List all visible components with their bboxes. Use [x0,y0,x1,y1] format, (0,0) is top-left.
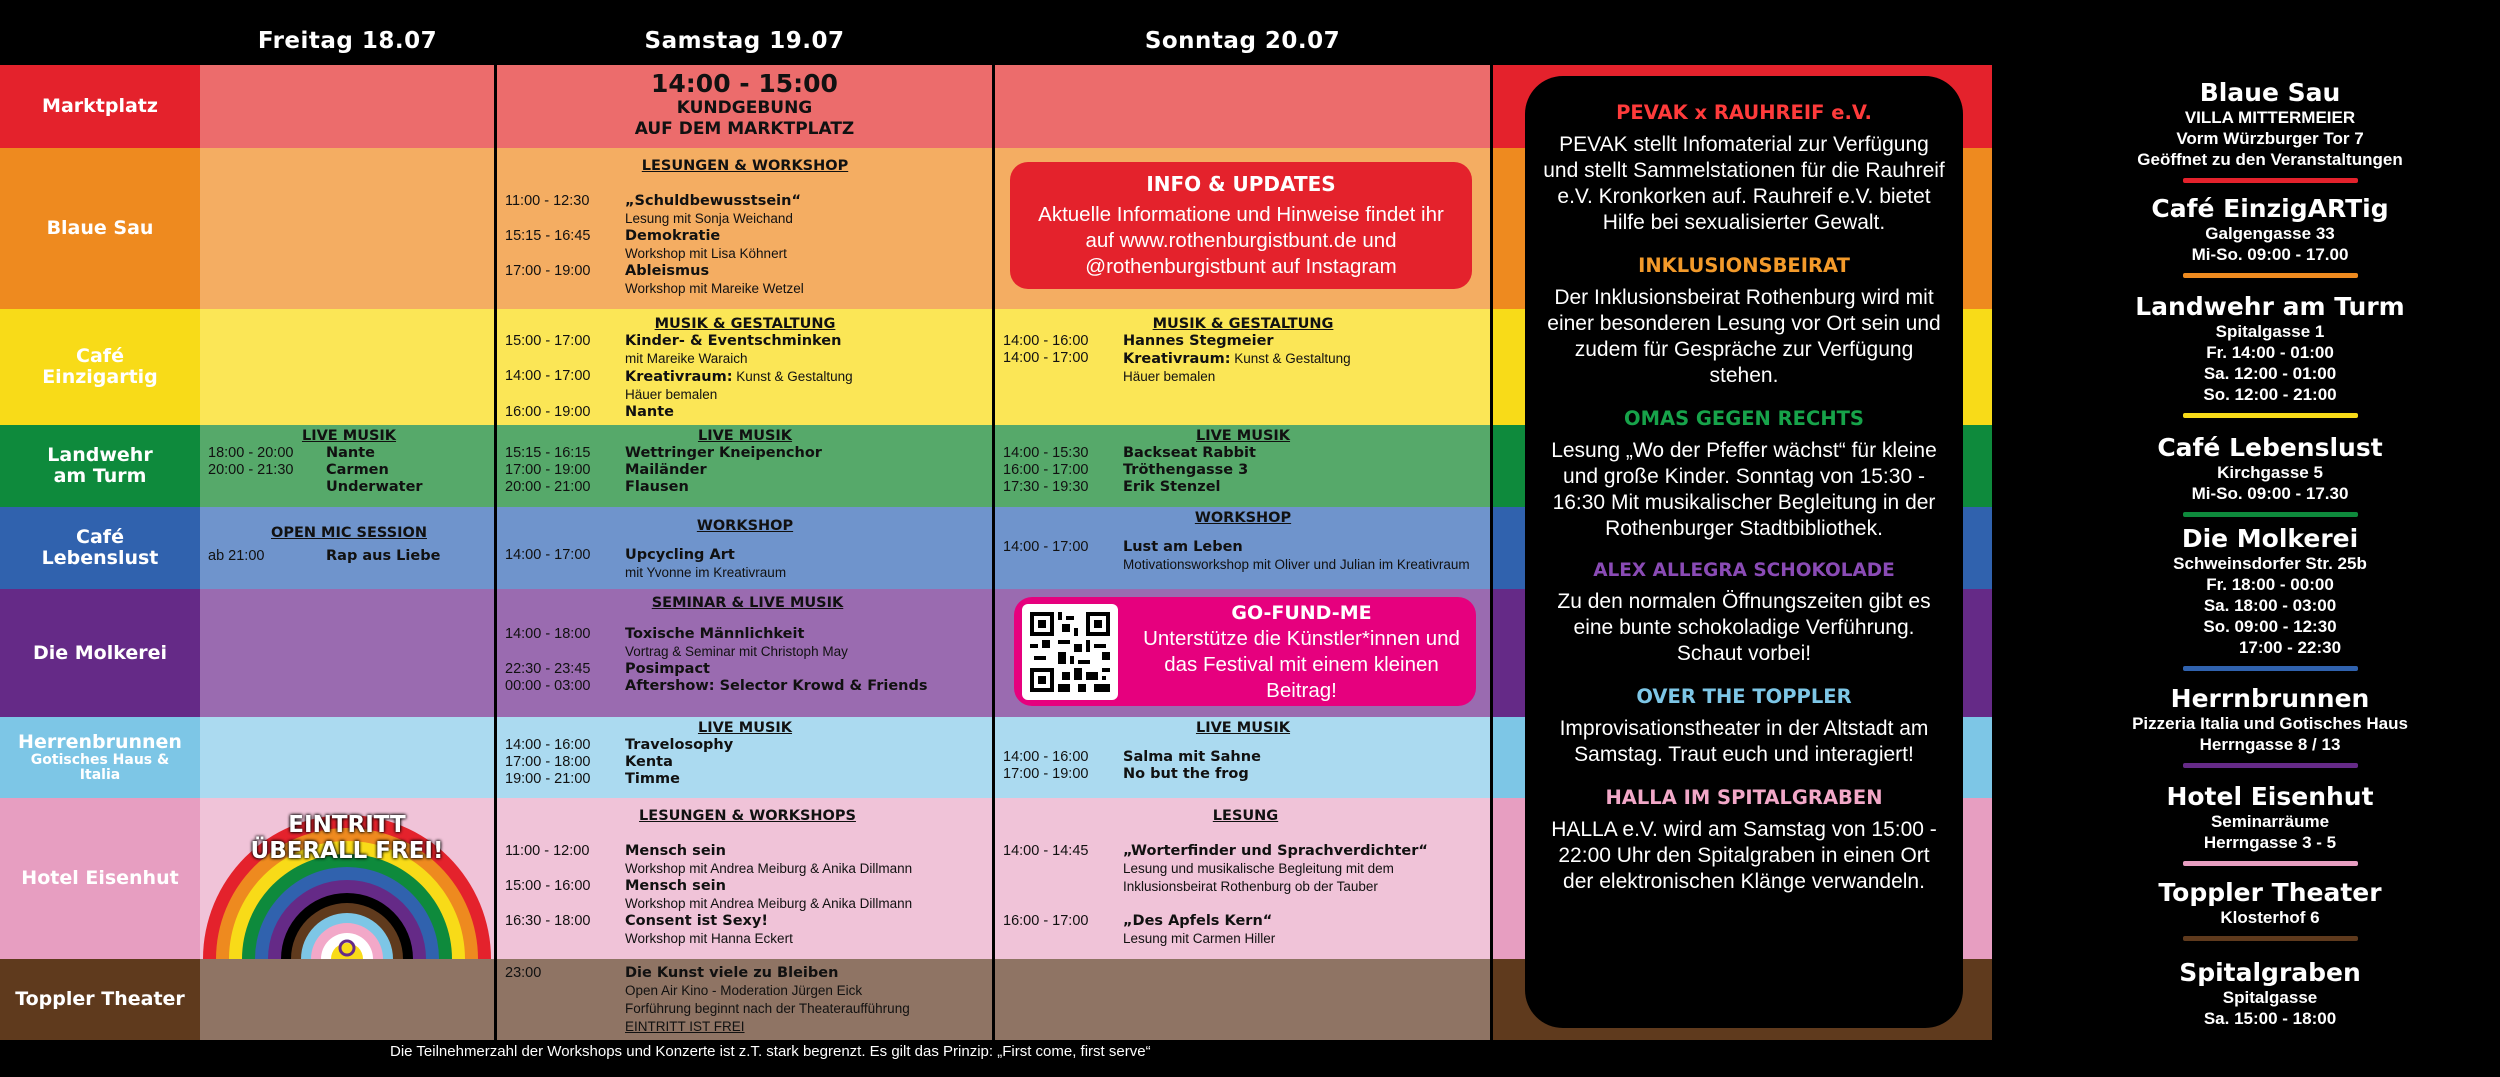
event-time: 11:00 - 12:30 [505,193,590,209]
section-title: WORKSHOP [1194,510,1292,526]
event-time: 16:30 - 18:00 [505,913,591,929]
eintritt-line2: ÜBERALL FREI! [250,838,444,864]
venue-color-bar [2183,273,2358,278]
location-toppler: Toppler Theater [15,988,185,1011]
info-title: INFO & UPDATES [1146,172,1336,196]
event-time: 15:15 - 16:15 [505,445,591,461]
event-name: Kreativraum: [1123,351,1231,367]
event-detail: Workshop mit Mareike Wetzel [625,281,804,296]
day-header-friday: Freitag 18.07 [257,28,438,54]
day-header-saturday: Samstag 19.07 [644,28,845,54]
info-text: Aktuelle Informatione und Hinweise findet ihr auf www.rothenburgistbunt.de und @rothenburgistbunt auf Instagram [1038,203,1444,278]
venue-line: Galgengasse 33 [2205,224,2335,243]
eisenhut-saturday [505,808,990,948]
panel-heading: OVER THE TOPPLER [1636,685,1852,708]
panel-heading: INKLUSIONSBEIRAT [1638,254,1850,277]
event-name: Kenta [625,754,673,770]
venue-line: Geöffnet zu den Veranstaltungen [2137,150,2403,169]
event-name: Kreativraum: [625,369,733,385]
event-time: 17:00 - 19:00 [1003,766,1089,782]
venue-line: Schweinsdorfer Str. 25b [2173,554,2367,573]
venue-color-bar [2183,763,2358,768]
event-name: Rap aus Liebe [326,548,441,564]
landwehr-sunday [1003,428,1483,496]
location-cafe-einzigartig: Café Einzigartig [42,345,158,388]
event-name: Underwater [326,479,423,495]
event-name: Mensch sein [625,878,726,894]
section-title: LIVE MUSIK [697,720,793,736]
event-time: 20:00 - 21:00 [505,479,591,495]
event-name: „Schuldbewusstsein“ [625,193,801,209]
venue-name: Café EinzigARTig [2151,194,2389,223]
venue-line: Spitalgasse 1 [2215,322,2325,341]
location-eisenhut: Hotel Eisenhut [21,867,179,890]
venue-name: Die Molkerei [2181,524,2359,553]
event-name: Consent ist Sexy! [625,913,768,929]
section-title: LESUNGEN & WORKSHOPS [639,808,856,824]
event-detail: Häuer bemalen [1123,369,1216,384]
event-name: Flausen [625,479,689,495]
event-detail: Workshop mit Lisa Köhnert [625,246,787,261]
section-title: LIVE MUSIK [1195,428,1291,444]
section-title: LIVE MUSIK [697,428,793,444]
venue-name: Landwehr am Turm [2135,292,2405,321]
event-time: ab 21:00 [208,548,265,564]
venue-line: Seminarräume [2210,812,2330,831]
gofundme-box [1014,597,1476,706]
event-time: 17:00 - 18:00 [505,754,591,770]
marktplatz-event [497,70,992,140]
venue-line: Fr. 14:00 - 01:00 [2206,343,2334,362]
event-name: Erik Stenzel [1123,479,1221,495]
event-name: Nante [625,404,675,420]
venue-color-bar [2183,413,2358,418]
info-panel [1525,76,1963,1028]
qr-code-icon[interactable] [1022,604,1118,700]
section-title: LESUNGEN & WORKSHOP [641,158,849,174]
event-time: 14:00 - 17:00 [505,368,591,384]
event-name: Tröthengasse 3 [1123,462,1249,478]
event-detail: Workshop mit Hanna Eckert [625,931,793,946]
blaue-sau-saturday [505,158,985,298]
event-name: Upcycling Art [625,547,735,563]
event-time: 14:00 - 16:00 [1003,333,1089,349]
location-blaue-sau: Blaue Sau [46,217,154,240]
event-time: 17:00 - 19:00 [505,462,591,478]
panel-heading: PEVAK x RAUHREIF e.V. [1616,101,1872,124]
event-time: 16:00 - 19:00 [505,404,591,420]
event-time: 23:00 [505,965,542,981]
event-detail: mit Mareike Waraich [625,351,748,366]
event-detail: Lesung mit Carmen Hiller [1123,931,1276,946]
event-name: Posimpact [625,661,710,677]
event-name: Carmen [326,462,389,478]
separator [992,65,995,1040]
event-name: Salma mit Sahne [1123,749,1261,765]
event-extra: Kunst & Gestaltung [1230,351,1351,366]
event-name: Hannes Stegmeier [1123,333,1274,349]
event-time: 17:00 - 19:00 [505,263,591,279]
event-detail: Motivationsworkshop mit Oliver und Julian im Kreativraum [1123,557,1470,572]
venue-name: Toppler Theater [2158,878,2382,907]
event-time: 16:00 - 17:00 [1003,913,1089,929]
event-detail: EINTRITT IST FREI [625,1019,745,1034]
event-name: Travelosophy [625,737,734,753]
event-name: „Des Apfels Kern“ [1123,913,1273,929]
venue-line: So. 12:00 - 21:00 [2203,385,2337,404]
location-molkerei: Die Molkerei [32,641,168,664]
venue-line: Sa. 12:00 - 01:00 [2203,364,2337,383]
herrenbrunnen-sunday [1003,720,1483,783]
event-detail: Häuer bemalen [625,387,718,402]
cafe-sunday [1003,316,1483,386]
event-name: Lust am Leben [1123,539,1243,555]
event-name: Wettringer Kneipenchor [625,445,822,461]
lebenslust-saturday [505,518,985,582]
venue-cafe-einzigartig [2060,194,2480,278]
event-name: Die Kunst viele zu Bleiben [625,965,839,981]
location-marktplatz: Marktplatz [42,95,158,118]
eisenhut-sunday [1003,808,1488,948]
footer-note: Die Teilnehmerzahl der Workshops und Konzerte ist z.T. stark begrenzt. Es gilt das Prinzip: „First come, first serve“ [390,1043,1151,1060]
venue-line: Fr. 18:00 - 00:00 [2206,575,2334,594]
cafe-saturday [505,316,985,421]
event-time: 14:00 - 14:45 [1003,843,1089,859]
event-time: 14:00 - 15:30 [1003,445,1089,461]
panel-text: HALLA e.V. wird am Samstag von 15:00 - 22:00 Uhr den Spitalgraben in einen Ort der elektronischen Klänge verwandeln. [1551,818,1937,893]
location-herrenbrunnen-name: Herrenbrunnen [18,730,182,753]
location-landwehr: Landwehr am Turm [47,444,153,487]
venue-line: Herrngasse 3 - 5 [2203,833,2337,852]
event-detail: Workshop mit Andrea Meiburg & Anika Dillmann [625,896,913,911]
info-updates-box [1010,162,1472,289]
event-time: 14:00 - 18:00 [505,626,591,642]
section-title: OPEN MIC SESSION [271,525,427,541]
venue-color-bar [2183,512,2358,517]
venue-line: Sa. 18:00 - 03:00 [2203,596,2337,615]
toppler-saturday [505,965,990,1036]
event-time: 14:00 - 17:00 [1003,350,1089,366]
venue-landwehr [2060,292,2480,418]
venue-line: 17:00 - 22:30 [2238,638,2342,657]
marktplatz-time: 14:00 - 15:00 [651,69,838,98]
event-detail: Forführung beginnt nach der Theateraufführung [625,1001,910,1016]
event-name: Aftershow: Selector Krowd & Friends [625,678,928,694]
event-detail: Workshop mit Andrea Meiburg & Anika Dillmann [625,861,913,876]
venue-name: Hotel Eisenhut [2166,782,2374,811]
marktplatz-line2: AUF DEM MARKTPLATZ [634,119,855,139]
event-time: 22:30 - 23:45 [505,661,591,677]
event-time: 11:00 - 12:00 [505,843,590,859]
venue-line: Spitalgasse [2222,988,2318,1007]
lebenslust-sunday [1003,510,1483,574]
gofundme-text: Unterstütze die Künstler*innen und das Festival mit einem kleinen Beitrag! [1143,627,1460,702]
event-time: 14:00 - 16:00 [505,737,591,753]
venue-line: Kirchgasse 5 [2217,463,2323,482]
section-title: LIVE MUSIK [301,428,397,444]
event-name: Timme [625,771,680,787]
event-time [208,479,326,496]
venue-molkerei [2060,524,2480,671]
location-lebenslust: Café Lebenslust [41,526,159,569]
venue-line: Klosterhof 6 [2220,908,2320,927]
event-name: No but the frog [1123,766,1249,782]
event-detail: Lesung mit Sonja Weichand [625,211,793,226]
panel-text: Zu den normalen Öffnungszeiten gibt es eine bunte schokoladige Verführung. Schaut vorbei! [1557,590,1931,665]
event-time: 17:30 - 19:30 [1003,479,1089,495]
event-time: 16:00 - 17:00 [1003,462,1089,478]
landwehr-saturday [505,428,985,496]
gofundme-title: GO-FUND-ME [1231,602,1372,624]
separator [1490,65,1493,1040]
event-name: Demokratie [625,228,721,244]
event-time: 14:00 - 17:00 [1003,539,1089,555]
venue-line: Vorm Würzburger Tor 7 [2176,129,2364,148]
event-time: 20:00 - 21:30 [208,462,294,478]
venue-line: Pizzeria Italia und Gotisches Haus [2132,714,2408,733]
panel-text: Lesung „Wo der Pfeffer wächst“ für kleine und große Kinder. Sonntag von 15:30 - 16:30 Mit musikalischer Begleitung in der Rothenburger Stadtbibliothek. [1551,439,1937,540]
location-herrenbrunnen-sub: Gotisches Haus & Italia [30,751,170,783]
event-time: 15:15 - 16:45 [505,228,591,244]
venue-name: Spitalgraben [2179,958,2361,987]
event-name: Mensch sein [625,843,726,859]
venue-color-bar [2183,936,2358,941]
venue-blaue-sau [2060,78,2480,183]
lebenslust-friday [208,525,490,565]
venue-color-bar [2183,178,2358,183]
event-name: Kinder- & Eventschminken [625,333,842,349]
event-name: „Worterfinder und Sprachverdichter“ [1123,843,1428,859]
day-header-sunday: Sonntag 20.07 [1144,28,1341,54]
panel-heading: HALLA IM SPITALGRABEN [1605,786,1883,809]
venue-toppler [2060,878,2480,941]
marktplatz-line1: KUNDGEBUNG [676,98,813,118]
venue-spitalgraben [2060,958,2480,1029]
panel-heading: ALEX ALLEGRA SCHOKOLADE [1593,560,1895,581]
section-title: WORKSHOP [696,518,794,534]
event-name: Mailänder [625,462,707,478]
panel-text: Improvisationstheater in der Altstadt am Samstag. Traut euch und interagiert! [1559,717,1929,766]
landwehr-friday [208,428,490,496]
panel-heading: OMAS GEGEN RECHTS [1624,407,1864,430]
panel-text: Der Inklusionsbeirat Rothenburg wird mit einer besonderen Lesung vor Ort sein und zudem für Gespräche zur Verfügung stehen. [1547,286,1941,387]
eintritt-line1: EINTRITT [288,812,406,838]
venue-line: Sa. 15:00 - 18:00 [2203,1009,2337,1028]
venue-line: Mi-So. 09:00 - 17.30 [2191,484,2349,503]
event-name: Toxische Männlichkeit [625,626,805,642]
event-name: Nante [326,445,376,461]
section-title: MUSIK & GESTALTUNG [654,316,836,332]
event-time: 15:00 - 16:00 [505,878,591,894]
section-title: LESUNG [1212,808,1279,824]
section-title: SEMINAR & LIVE MUSIK [651,595,844,611]
venue-name: Café Lebenslust [2157,433,2383,462]
event-time: 19:00 - 21:00 [505,771,591,787]
venue-line: Herrngasse 8 / 13 [2199,735,2341,754]
venue-line: VILLA MITTERMEIER [2184,108,2356,127]
separator [494,65,497,1040]
event-time: 18:00 - 20:00 [208,445,294,461]
event-detail: Vortrag & Seminar mit Christoph May [625,644,848,659]
herrenbrunnen-saturday [505,720,985,788]
venue-name: Blaue Sau [2199,78,2341,107]
section-title: MUSIK & GESTALTUNG [1152,316,1334,332]
event-time: 00:00 - 03:00 [505,678,591,694]
event-detail: Open Air Kino - Moderation Jürgen Eick [625,983,863,998]
venue-herrnbrunnen [2060,684,2480,768]
panel-text: PEVAK stellt Infomaterial zur Verfügung und stellt Sammelstationen für die Rauhreif e.V. Kronkorken auf. Rauhreif e.V. bietet Hilfe bei sexualisierter Gewalt. [1543,133,1945,234]
venue-eisenhut [2060,782,2480,866]
event-time: 14:00 - 17:00 [505,547,591,563]
event-extra: Kunst & Gestaltung [732,369,853,384]
event-name: Backseat Rabbit [1123,445,1256,461]
event-name: Ableismus [625,263,710,279]
venue-line: So. 09:00 - 12:30 [2203,617,2337,636]
venue-name: Herrnbrunnen [2170,684,2370,713]
venue-lebenslust [2060,433,2480,517]
rainbow-free-entry [200,798,494,959]
section-title: LIVE MUSIK [1195,720,1291,736]
event-detail: mit Yvonne im Kreativraum [625,565,787,580]
venue-color-bar [2183,861,2358,866]
molkerei-saturday [505,595,990,695]
event-detail: Lesung und musikalische Begleitung mit dem Inklusionsbeirat Rothenburg ob der Tauber [1123,861,1394,894]
event-time: 15:00 - 17:00 [505,333,591,349]
event-time: 14:00 - 16:00 [1003,749,1089,765]
venue-line: Mi-So. 09:00 - 17.00 [2191,245,2349,264]
location-herrenbrunnen [0,717,200,798]
venue-color-bar [2183,666,2358,671]
